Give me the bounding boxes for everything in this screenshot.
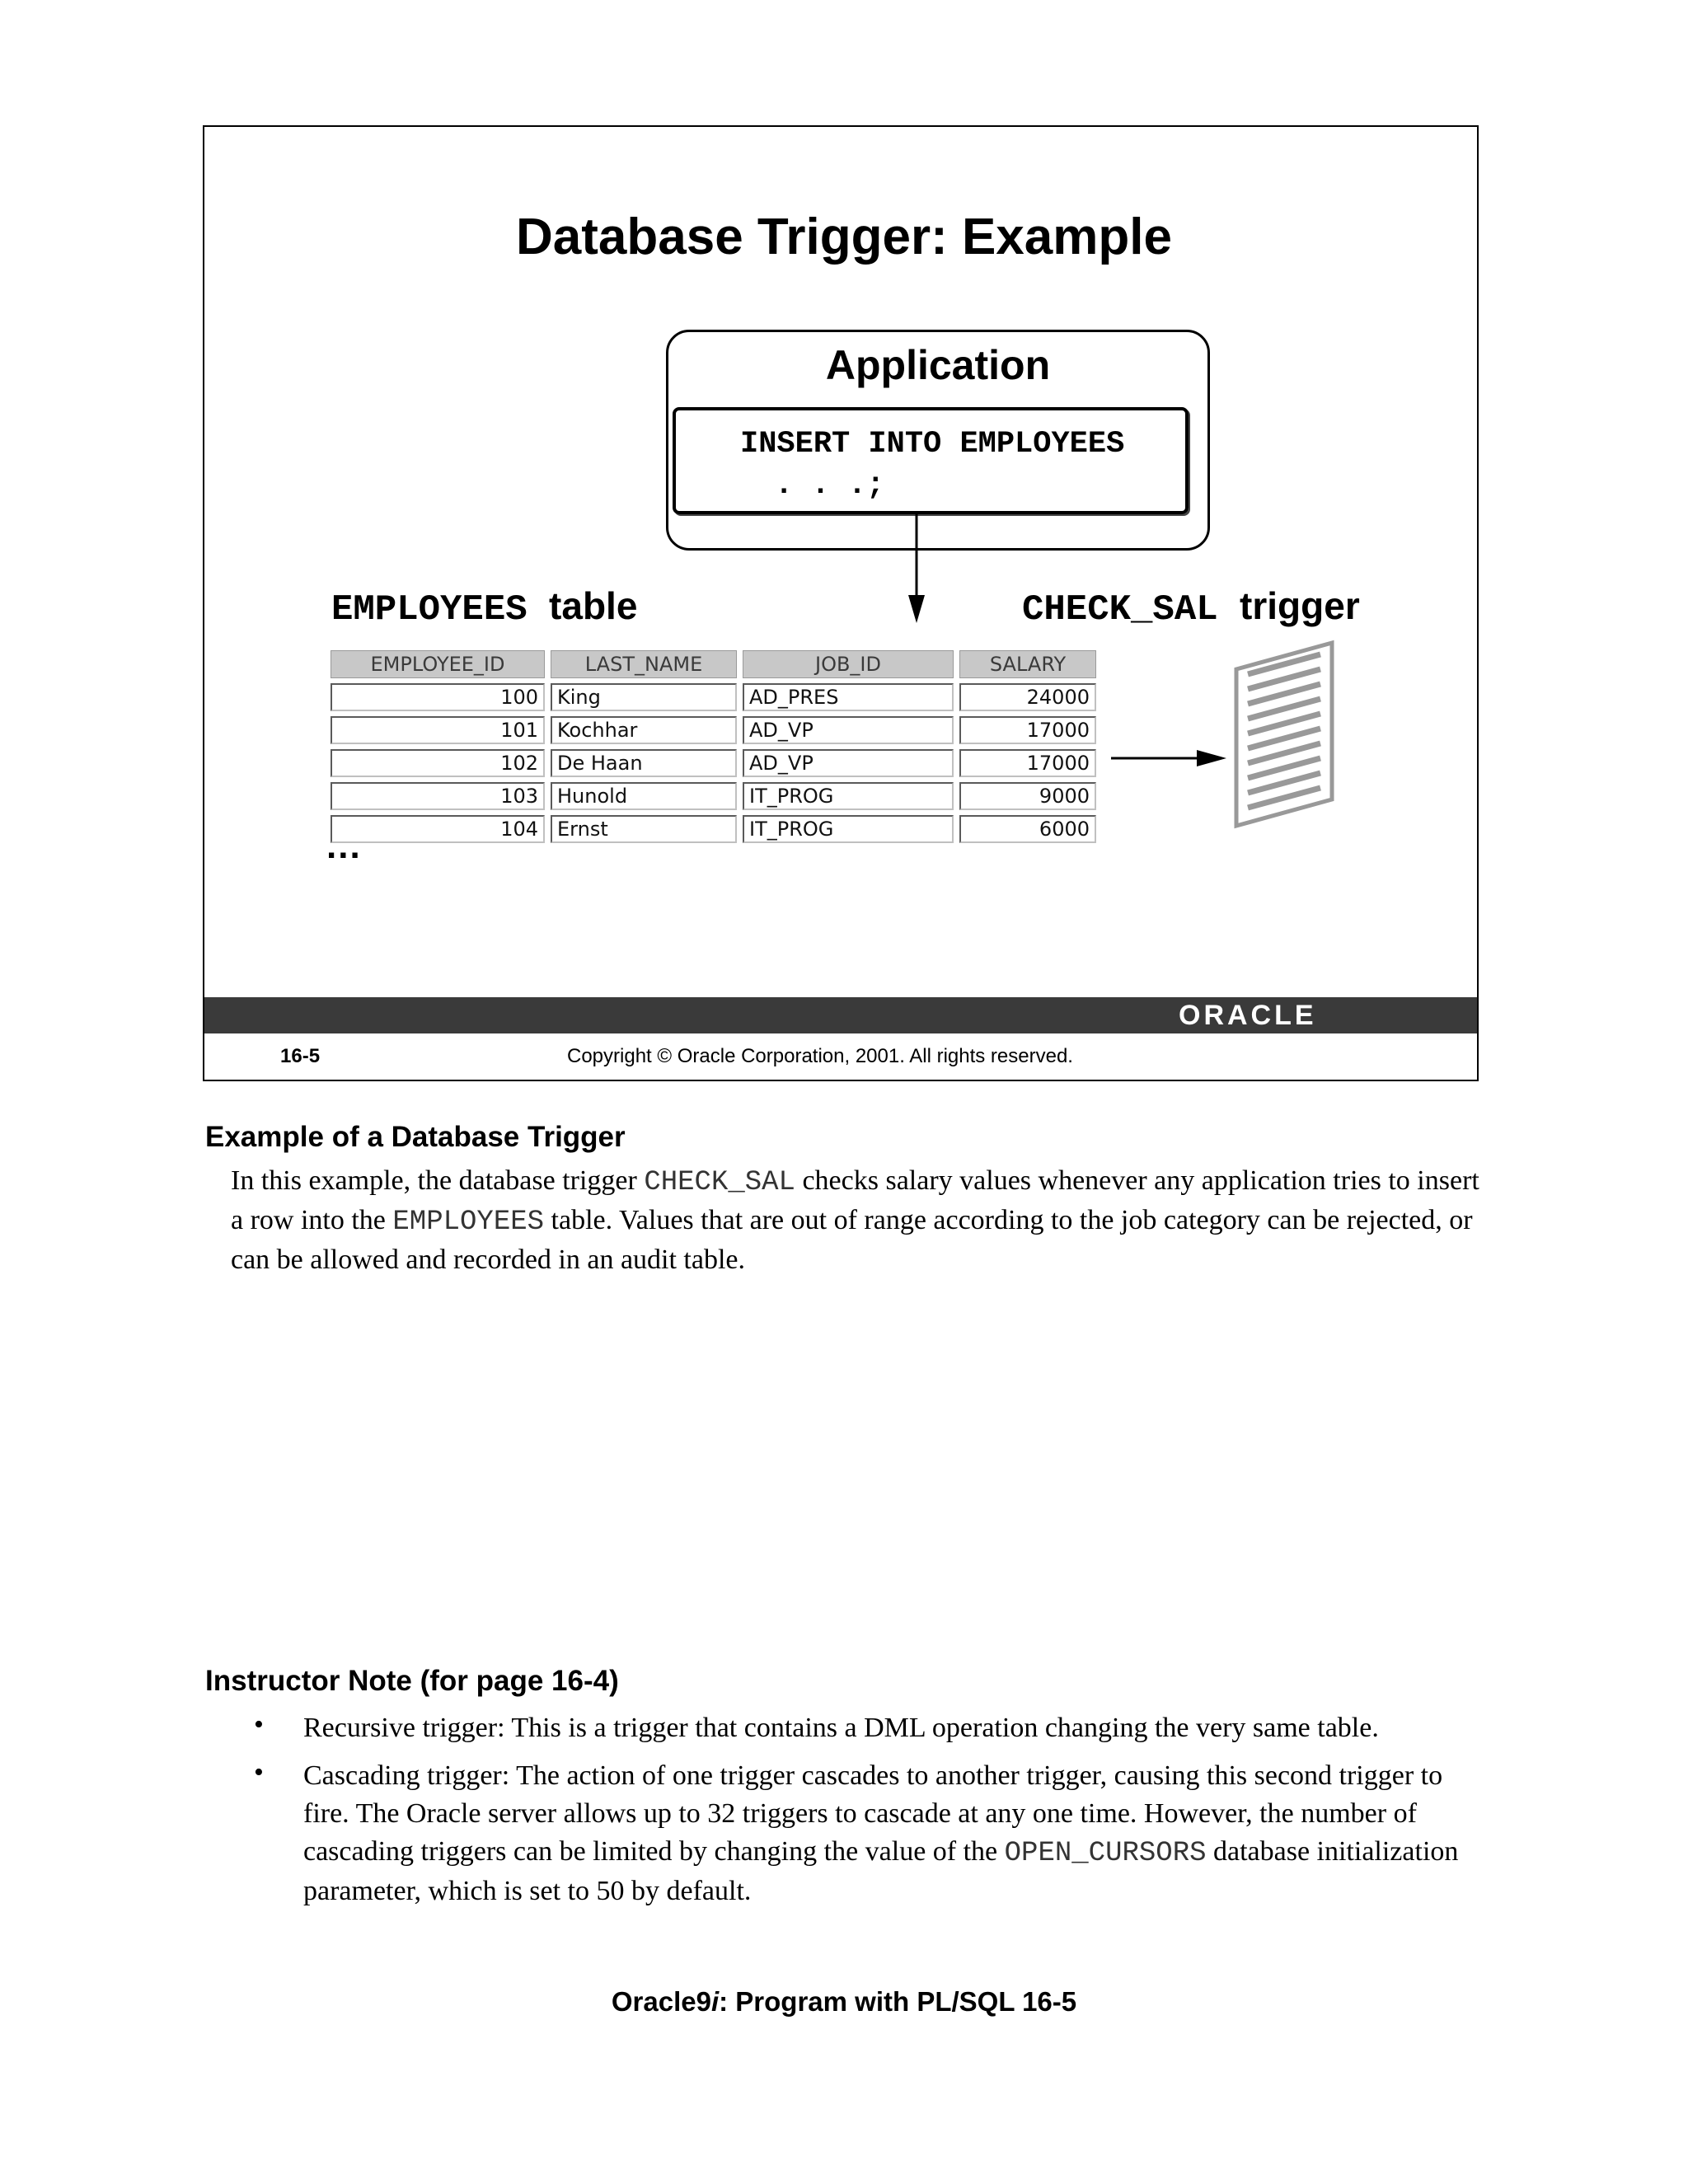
bullet-text: Cascading trigger: The action of one trigger cascades to another trigger, causing this second trigger to fire. The Oracle server allows up to 32 triggers to cascade at any one time. However, the number of cascading triggers can be limited by changing the value of the [303, 1760, 1443, 1867]
employees-label-code: EMPLOYEES [331, 589, 528, 630]
cell-salary: 6000 [959, 815, 1096, 843]
instructor-note-heading: Instructor Note (for page 16-4) [205, 1665, 619, 1697]
cell-employee-id: 100 [331, 683, 545, 711]
slide-number: 16-5 [280, 1045, 321, 1067]
cell-salary: 24000 [959, 683, 1096, 711]
employees-table [328, 648, 1102, 847]
table-continuation-ellipsis: ... [326, 826, 362, 866]
employees-table-label [331, 583, 637, 630]
cell-salary: 17000 [959, 716, 1096, 744]
flow-arrows [0, 0, 1688, 1088]
trigger-label-word: trigger [1240, 584, 1360, 627]
table-row [331, 749, 1096, 777]
para-code: EMPLOYEES [392, 1207, 545, 1238]
table-row [331, 683, 1096, 711]
application-title: Application [825, 342, 1051, 388]
para-text: table. Values that are out of range according to the job category can be rejected, or can be allowed and recorded in an audit table. [231, 1205, 1473, 1275]
footer-italic: i [710, 1986, 720, 2017]
column-header: SALARY [959, 650, 1096, 678]
right-arrow-icon [1111, 750, 1226, 766]
cell-last-name: Kochhar [551, 716, 737, 744]
down-arrow-icon [908, 511, 925, 623]
cell-job-id: AD_PRES [743, 683, 954, 711]
bullet-icon: • [254, 1757, 264, 1788]
para-code: CHECK_SAL [644, 1167, 795, 1198]
cell-employee-id: 102 [331, 749, 545, 777]
employees-label-word: table [549, 584, 638, 627]
cell-employee-id: 101 [331, 716, 545, 744]
footer-prefix: Oracle9 [611, 1986, 711, 2017]
bullet-icon: • [254, 1709, 264, 1740]
cell-job-id: AD_VP [743, 749, 954, 777]
column-header: JOB_ID [743, 650, 954, 678]
cell-salary: 17000 [959, 749, 1096, 777]
column-header: LAST_NAME [551, 650, 737, 678]
bullet-text: database initialization parameter, which is set to 50 by default. [303, 1836, 1459, 1906]
trigger-label-code: CHECK_SAL [1022, 589, 1218, 630]
para-text: In this example, the database trigger [231, 1165, 645, 1196]
cell-salary: 9000 [959, 782, 1096, 810]
sql-line-1: INSERT INTO EMPLOYEES [740, 427, 1125, 462]
bullet-text-cascading [303, 1757, 1490, 1910]
para-text: checks salary values whenever any application tries to insert a row into the [231, 1165, 1479, 1235]
cell-employee-id: 104 [331, 815, 545, 843]
table-row [331, 716, 1096, 744]
cell-last-name: De Haan [551, 749, 737, 777]
section-paragraph [231, 1162, 1484, 1279]
bullet-text-recursive: Recursive trigger: This is a trigger that contains a DML operation changing the very same table. [303, 1713, 1379, 1743]
sql-line-2: . . .; [775, 468, 885, 503]
cell-job-id: IT_PROG [743, 782, 954, 810]
table-header-row [331, 650, 1096, 678]
section-heading: Example of a Database Trigger [205, 1121, 626, 1153]
employees-table-container [328, 648, 1111, 847]
table-row [331, 815, 1096, 843]
table-row [331, 782, 1096, 810]
cell-employee-id: 103 [331, 782, 545, 810]
trigger-label [1022, 583, 1360, 630]
footer-suffix: : Program with PL/SQL 16-5 [719, 1986, 1077, 2017]
oracle-logo: ORACLE [1179, 1000, 1317, 1031]
slide-title: Database Trigger: Example [516, 209, 1172, 265]
cell-job-id: AD_VP [743, 716, 954, 744]
cell-last-name: King [551, 683, 737, 711]
column-header: EMPLOYEE_ID [331, 650, 545, 678]
cell-job-id: IT_PROG [743, 815, 954, 843]
bullet-code: OPEN_CURSORS [1004, 1838, 1207, 1869]
cell-last-name: Hunold [551, 782, 737, 810]
slide-copyright: Copyright © Oracle Corporation, 2001. All rights reserved. [567, 1045, 1073, 1067]
trigger-document-icon [1236, 643, 1332, 826]
page-footer [0, 1986, 1688, 2018]
cell-last-name: Ernst [551, 815, 737, 843]
